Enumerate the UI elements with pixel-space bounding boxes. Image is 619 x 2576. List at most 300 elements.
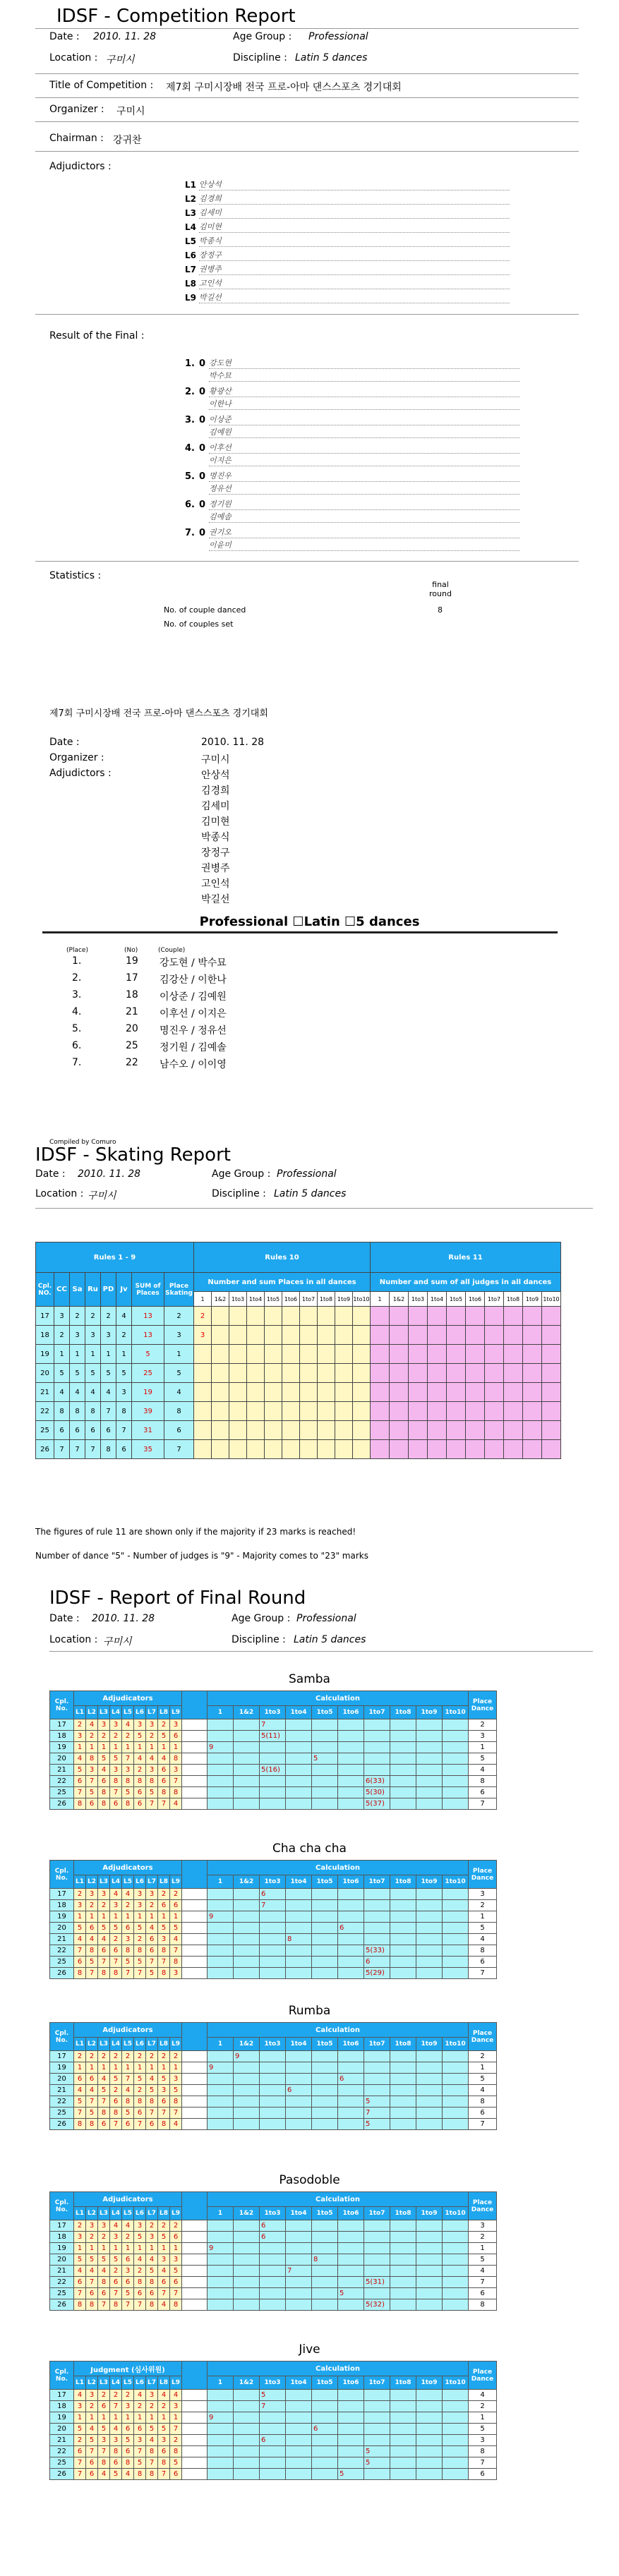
judge-mark: 3 [86,1765,98,1776]
rule11-cell [504,1421,523,1440]
judge-col-header: L7 [146,1706,158,1719]
judge-mark: 2 [158,2220,170,2232]
calc-cell [312,2435,338,2446]
spacer-cell [182,2108,208,2119]
dance-place: 5 [101,1364,116,1383]
rule11-cell [466,1440,485,1459]
calc-cell [286,2299,312,2311]
judge-col-header: L6 [134,2376,146,2390]
judge-col-header: L7 [146,2376,158,2390]
calc-cell: 7 [260,1900,286,1911]
calc-cell [338,1945,364,1957]
judge-mark: 7 [86,2277,98,2288]
adjudicator-name: 김경희 [199,194,222,203]
calc-col-header: 1to9 [416,1875,443,1889]
result-line [209,509,519,511]
judge-mark: 2 [110,1934,122,1945]
cpl-no: 21 [50,1765,74,1776]
result-no: 0 [199,387,206,397]
calc-col-header: 1to8 [390,1875,416,1889]
couples-set-label: No. of couples set [164,619,234,629]
rule10-cell [194,1364,212,1383]
judge-mark: 8 [98,2277,110,2288]
cpl-no: 22 [50,2277,74,2288]
calc-cell [260,1787,286,1798]
calc-cell [338,2051,364,2062]
judge-mark: 1 [86,1911,98,1923]
calc-cell [260,1798,286,1810]
calc-cell [443,1911,469,1923]
rule11-col-header: 1to8 [504,1292,523,1307]
result-line [209,494,519,495]
calc-cell: 5 [338,2288,364,2299]
rule11-cell [447,1383,466,1402]
result-no: 0 [199,415,206,425]
judge-mark: 5 [146,1787,158,1798]
calc-cell [443,2232,469,2243]
calc-cell [338,1787,364,1798]
judge-col-header: L8 [158,1706,170,1719]
rule10-sub-header: Number and sum Places in all dances [194,1273,371,1292]
cpl-no: 18 [50,1900,74,1911]
dance-name: Rumba [288,2004,331,2018]
judge-mark: 8 [110,2108,122,2119]
place-dance-header: Place Dance [469,2192,497,2220]
place-dance: 1 [469,1742,497,1753]
table-row [36,1307,561,1326]
calc-cell [286,1889,312,1900]
judge-mark: 6 [134,2288,146,2299]
judge-mark: 8 [74,2119,86,2130]
rule10-cell [247,1383,265,1402]
cpl-no: 17 [36,1307,54,1326]
calc-cell [443,1742,469,1753]
adjudicator-line [199,232,510,234]
calc-col-header: 1to8 [390,2207,416,2220]
rule10-cell [300,1383,318,1402]
judge-mark: 5 [86,2254,98,2266]
judge-mark: 5 [74,1923,86,1934]
calc-cell [208,2266,234,2277]
cpl-no: 26 [50,2119,74,2130]
rule10-cell [335,1307,353,1326]
calc-cell [260,2108,286,2119]
judge-mark: 8 [170,1753,182,1765]
judge-mark: 4 [146,2254,158,2266]
calc-cell [312,1923,338,1934]
judge-col-header: L9 [170,2207,182,2220]
calc-cell [234,2446,260,2457]
calc-col-header: 1&2 [234,2376,260,2390]
judges-header: Adjudicators [74,1691,182,1706]
cpl-no: 25 [50,2457,74,2469]
sum-of-places: 19 [132,1383,164,1402]
judge-mark: 1 [134,2243,146,2254]
calc-cell [208,1957,234,1968]
table-row [50,1742,497,1753]
result-place: 5. [185,471,195,482]
calc-cell [208,2435,234,2446]
calc-cell: 6 [338,2074,364,2085]
judge-mark: 1 [146,2412,158,2424]
judge-mark: 3 [122,1765,134,1776]
spacer-cell [182,2299,208,2311]
place-dance: 6 [469,2288,497,2299]
dance-place: 4 [101,1383,116,1402]
calc-cell: 6 [260,1889,286,1900]
calc-cell [443,1731,469,1742]
rule10-cell [265,1383,282,1402]
judge-mark: 2 [122,1900,134,1911]
calc-cell [286,1911,312,1923]
cpl-no: 20 [50,2424,74,2435]
rule10-cell [335,1326,353,1345]
dance-table [49,1691,497,1810]
judge-mark: 8 [110,1776,122,1787]
judge-col-header: L9 [170,2376,182,2390]
rule11-cell [523,1326,542,1345]
judge-mark: 8 [134,2469,146,2480]
judge-col-header: L4 [110,1875,122,1889]
calc-cell [443,2096,469,2108]
rule10-cell [247,1421,265,1440]
rule10-cell [282,1326,300,1345]
rule10-cell [282,1421,300,1440]
calc-cell [312,1765,338,1776]
skating-table [35,1242,561,1459]
place-dance: 5 [469,2074,497,2085]
calc-cell [364,1911,390,1923]
calc-cell [338,2299,364,2311]
cpl-no: 25 [50,1787,74,1798]
judge-mark: 4 [134,1753,146,1765]
calc-cell [338,2096,364,2108]
fr-location-label: Location : [49,1634,98,1645]
rule11-cell [466,1364,485,1383]
rule10-cell [335,1383,353,1402]
rule11-cell [485,1421,504,1440]
rule11-cell [371,1364,390,1383]
dance-place: 4 [70,1383,85,1402]
judge-mark: 8 [86,1945,98,1957]
judge-mark: 1 [146,2062,158,2074]
calc-col-header: 1to5 [312,2376,338,2390]
table-row [50,2412,497,2424]
judge-mark: 8 [122,1945,134,1957]
table-row [50,1923,497,1934]
judge-mark: 5 [134,1957,146,1968]
cpl-no: 22 [50,2096,74,2108]
calc-cell [312,2074,338,2085]
calc-cell [416,2277,443,2288]
calc-cell [260,2412,286,2424]
judge-mark: 3 [98,2435,110,2446]
calc-cell [312,1911,338,1923]
judge-mark: 6 [170,2277,182,2288]
calc-cell [312,2220,338,2232]
cpl-no: 25 [50,1957,74,1968]
calc-cell [208,2232,234,2243]
rule10-cell [194,1421,212,1440]
judge-mark: 2 [110,2266,122,2277]
calc-cell [390,2469,416,2480]
judge-mark: 6 [98,1776,110,1787]
judge-mark: 2 [74,2220,86,2232]
judge-mark: 1 [98,2062,110,2074]
judge-mark: 7 [122,2299,134,2311]
calc-cell: 6 [260,2220,286,2232]
judge-col-header: L6 [134,1875,146,1889]
result-line [209,481,519,483]
calc-col-header: 1to8 [390,1706,416,1719]
judge-mark: 1 [122,2412,134,2424]
place-dance: 1 [469,2062,497,2074]
calc-cell [234,2424,260,2435]
calc-col-header: 1to7 [364,1875,390,1889]
adjudicator-name: 장정구 [199,250,222,260]
calc-cell [390,2108,416,2119]
result-name-b: 박수묘 [209,371,232,380]
summary-couple: 남수오 / 이이영 [160,1059,227,1070]
result-name-a: 강도현 [209,358,232,368]
calc-cell [416,2412,443,2424]
calc-cell [338,2446,364,2457]
judge-mark: 8 [170,1787,182,1798]
calc-cell [286,2390,312,2401]
rule11-cell [447,1326,466,1345]
spacer-cell [182,2062,208,2074]
result-line [209,437,519,439]
judge-mark: 1 [146,2243,158,2254]
judge-mark: 8 [122,2096,134,2108]
calc-cell: 6 [260,2232,286,2243]
judge-col-header: L4 [110,2038,122,2051]
rule11-cell [523,1440,542,1459]
judge-mark: 7 [146,1798,158,1810]
calc-cell [234,2469,260,2480]
judge-col-header: L5 [122,2038,134,2051]
calc-col-header: 1to3 [260,2038,286,2051]
sk-date: 2010. 11. 28 [78,1168,141,1180]
calculation-header: Calculation [208,1861,469,1875]
calc-col-header: 1to7 [364,2038,390,2051]
calc-col-header: 1&2 [234,2038,260,2051]
judge-mark: 5 [86,2108,98,2119]
judge-mark: 2 [86,2051,98,2062]
calc-cell [260,1968,286,1979]
cpl-no: 17 [50,1719,74,1731]
calc-cell [443,2446,469,2457]
calc-cell: 9 [208,1911,234,1923]
calc-cell [390,2254,416,2266]
judge-mark: 8 [98,1798,110,1810]
rule11-cell [428,1345,447,1364]
calc-cell [390,2085,416,2096]
organizer-label: Organizer : [49,104,104,115]
competition-report-title: IDSF - Competition Report [56,6,296,27]
judge-mark: 7 [122,1753,134,1765]
judge-mark: 5 [110,2254,122,2266]
judge-mark: 5 [170,2085,182,2096]
dance-place: 6 [70,1421,85,1440]
rule10-cell [335,1421,353,1440]
calc-cell [443,1776,469,1787]
spacer-header [182,1861,208,1889]
rule11-cell [371,1421,390,1440]
summary-title: 제7회 구미시장배 전국 프로-아마 댄스스포츠 경기대회 [49,708,268,719]
calc-cell [364,1934,390,1945]
rule11-cell [466,1383,485,1402]
place-skating: 7 [164,1440,194,1459]
judge-mark: 4 [74,2266,86,2277]
judge-mark: 6 [86,1923,98,1934]
place-dance: 3 [469,2435,497,2446]
table-row [50,1900,497,1911]
rule11-cell [409,1402,428,1421]
calc-cell: 5 [364,2446,390,2457]
judge-mark: 8 [146,2469,158,2480]
calc-cell [338,2085,364,2096]
judge-mark: 3 [74,2232,86,2243]
calc-cell [338,2266,364,2277]
calc-cell [208,1968,234,1979]
rule11-cell [447,1440,466,1459]
adjudicator-line [199,274,510,276]
date-value: 2010. 11. 28 [93,31,157,42]
calc-cell [312,1719,338,1731]
judge-col-header: L8 [158,2207,170,2220]
judge-mark: 7 [86,1776,98,1787]
calc-cell [338,2108,364,2119]
calc-cell [443,2288,469,2299]
judge-mark: 1 [110,2412,122,2424]
judge-mark: 1 [158,2062,170,2074]
rule10-cell [300,1402,318,1421]
judge-mark: 3 [146,1765,158,1776]
rule10-cell [212,1421,229,1440]
judge-mark: 5 [110,1923,122,1934]
result-line [209,425,519,426]
calc-cell [364,2254,390,2266]
calc-cell [416,1911,443,1923]
adjudicator-code: L3 [185,208,196,218]
calc-cell [390,2266,416,2277]
judge-mark: 2 [170,2435,182,2446]
summary-date: 2010. 11. 28 [201,737,265,748]
calc-col-header: 1to4 [286,2376,312,2390]
rule11-cell [542,1383,561,1402]
calc-cell [416,1957,443,1968]
judge-mark: 8 [134,1945,146,1957]
summary-couple: 명진우 / 정유선 [160,1025,227,1036]
judge-mark: 8 [74,1798,86,1810]
judge-mark: 3 [110,2435,122,2446]
table-row [50,2108,497,2119]
table-row [50,1765,497,1776]
calc-cell [443,1923,469,1934]
dance-place: 7 [85,1440,101,1459]
sk-date-label: Date : [35,1168,66,1180]
rule11-col-header: 1to6 [466,1292,485,1307]
calc-cell: 5(37) [364,1798,390,1810]
calc-cell [443,2457,469,2469]
calc-cell [338,2390,364,2401]
calc-cell [234,2232,260,2243]
calc-cell [234,1968,260,1979]
rule11-cell [428,1421,447,1440]
rule11-cell [542,1440,561,1459]
calc-cell [312,2119,338,2130]
calc-cell [260,2424,286,2435]
calc-cell [443,1787,469,1798]
rule10-cell [300,1364,318,1383]
calc-cell [416,2108,443,2119]
table-row [36,1421,561,1440]
calc-cell [416,1798,443,1810]
calc-cell [416,1753,443,1765]
divider [35,73,579,74]
table-row [50,2096,497,2108]
rule10-cell [300,1440,318,1459]
judge-mark: 4 [110,2424,122,2435]
calc-cell [390,1753,416,1765]
judge-col-header: L6 [134,1706,146,1719]
judge-mark: 3 [98,2220,110,2232]
judge-mark: 8 [170,2299,182,2311]
calc-cell [443,2051,469,2062]
calc-cell [234,2108,260,2119]
summary-place: 5. [72,1023,82,1034]
dance-table [49,2191,497,2311]
spacer-cell [182,2096,208,2108]
judge-mark: 8 [134,1776,146,1787]
summary-adjudicator: 장정구 [201,847,230,859]
rule10-cell [194,1402,212,1421]
judge-mark: 5 [74,1765,86,1776]
sk-location-label: Location : [35,1188,84,1199]
calc-cell [234,2062,260,2074]
rule10-cell [194,1440,212,1459]
cpl-no-header: Cpl. No. [50,2023,74,2051]
judge-mark: 6 [122,2424,134,2435]
table-row [50,2254,497,2266]
cpl-no-header: Cpl. No. [50,1691,74,1719]
result-no: 0 [199,528,206,538]
spacer-cell [182,1889,208,1900]
calc-cell [390,1776,416,1787]
judge-mark: 1 [170,1742,182,1753]
calc-cell [234,1787,260,1798]
calc-cell: 5 [364,2096,390,2108]
calc-cell [208,2254,234,2266]
rule11-cell [390,1364,409,1383]
place-dance: 4 [469,2266,497,2277]
calc-cell [234,2096,260,2108]
calc-cell [338,2220,364,2232]
place-dance: 1 [469,2243,497,2254]
sk-discipline: Latin 5 dances [274,1188,347,1199]
calc-col-header: 1to3 [260,2207,286,2220]
calc-col-header: 1to10 [443,2038,469,2051]
summary-no: 17 [126,972,138,984]
judge-mark: 3 [74,1900,86,1911]
sk-location: 구미시 [88,1190,116,1202]
calc-cell [364,1719,390,1731]
rule10-cell [229,1326,247,1345]
judge-mark: 6 [122,2119,134,2130]
judge-mark: 3 [110,1900,122,1911]
rule10-cell [353,1383,371,1402]
